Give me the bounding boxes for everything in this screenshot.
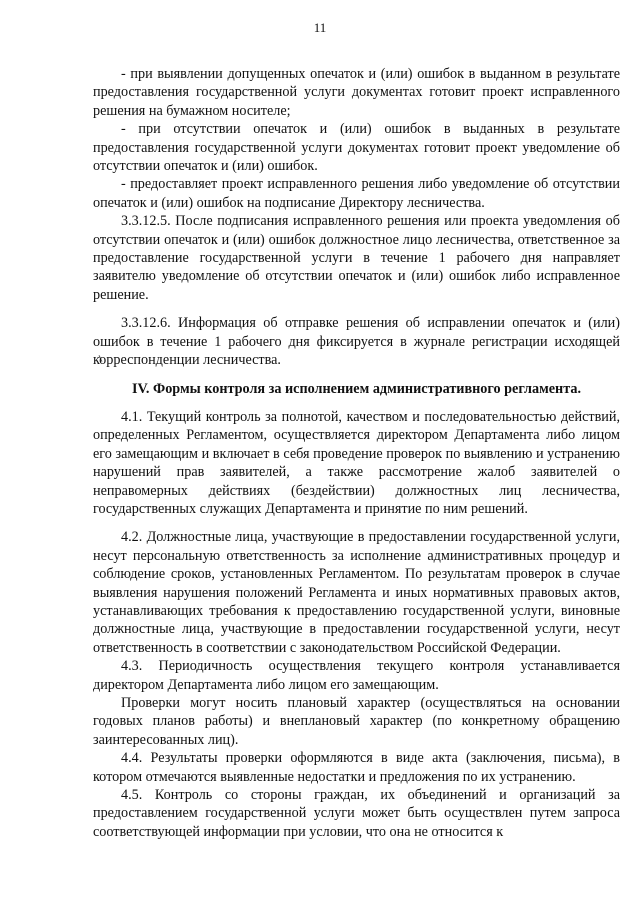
paragraph-4-4: 4.4. Результаты проверки оформляются в виде акта (заключения, письма), в котором отмечаются выявленные недостатки и предложения по их устранению. bbox=[93, 750, 620, 785]
paragraph-submit-to-director: - предоставляет проект исправленного решения либо уведомление об отсутствии опечаток и (или) ошибок на подписание Директору лесничества. bbox=[93, 176, 620, 211]
section-heading-iv: IV. Формы контроля за исполнением административного регламента. bbox=[131, 380, 582, 397]
paragraph-correction-absent: - при отсутствии опечаток и (или) ошибок в выданных в результате предоставления государственной услуги документах готовит проект уведомление об отсутствии опечаток и (или) ошибок. bbox=[93, 121, 620, 175]
paragraph-4-5: 4.5. Контроль со стороны граждан, их объединений и организаций за предоставлением государственной услуги может быть осуществлен путем запроса соответствующей информации при условии, что она не относится к bbox=[93, 787, 620, 840]
page-number: 11 bbox=[313, 20, 327, 35]
paragraph-4-1: 4.1. Текущий контроль за полнотой, качеством и последовательностью действий, определенных Регламентом, осуществляется директором Департамента либо лицом его замещающим и включает в себя проведение проверок по выявлению и устранению нарушений прав заявителей, а также рассмотрение жалоб заявителей о неправомерных действиях (бездействии) должностных лиц лесничества, государственных служащих Департамента и принятие по ним решений. bbox=[93, 408, 620, 517]
paragraph-3-3-12-6: 3.3.12.6. Информация об отправке решения об исправлении опечаток и (или) ошибок в течение 1 рабочего дня фиксируется в журнале регистрации исходящей корреспонденции лесничества. bbox=[93, 315, 620, 369]
paragraph-4-3: 4.3. Периодичность осуществления текущего контроля устанавливается директором Департамента либо лицом его замещающим. bbox=[93, 658, 620, 693]
paragraph-4-2: 4.2. Должностные лица, участвующие в предоставлении государственной услуги, несут персональную ответственность за исполнение административных процедур и соблюдение сроков, установленных Регламентом. По результатам проверок в случае выявления нарушения положений Регламента и иных нормативных правовых актов, устанавливающих требования к предоставлению государственной услуги, виновные должностные лица, участвующие в предоставлении государственной услуги, несут ответственность в соответствии с законодательством Российской Федерации. bbox=[93, 529, 620, 656]
paragraph-inspections: Проверки могут носить плановый характер (осуществляться на основании годовых планов работы) и внеплановый характер (по конкретному обращению заинтересованных лиц). bbox=[93, 695, 620, 748]
paragraph-3-3-12-5: 3.3.12.5. После подписания исправленного решения или проекта уведомления об отсутствии опечаток и (или) ошибок должностное лицо лесничества, ответственное за предоставление государственной услуги в течение 1 рабочего дня направляет заявителю уведомление об отсутствии опечаток и (или) ошибок либо исправленное решение. bbox=[93, 213, 620, 303]
document-body bbox=[93, 65, 620, 841]
paragraph-correction-found: - при выявлении допущенных опечаток и (или) ошибок в выданном в результате предоставления государственной услуги документах готовит проект исправленного решения на бумажном носителе; bbox=[93, 66, 620, 119]
